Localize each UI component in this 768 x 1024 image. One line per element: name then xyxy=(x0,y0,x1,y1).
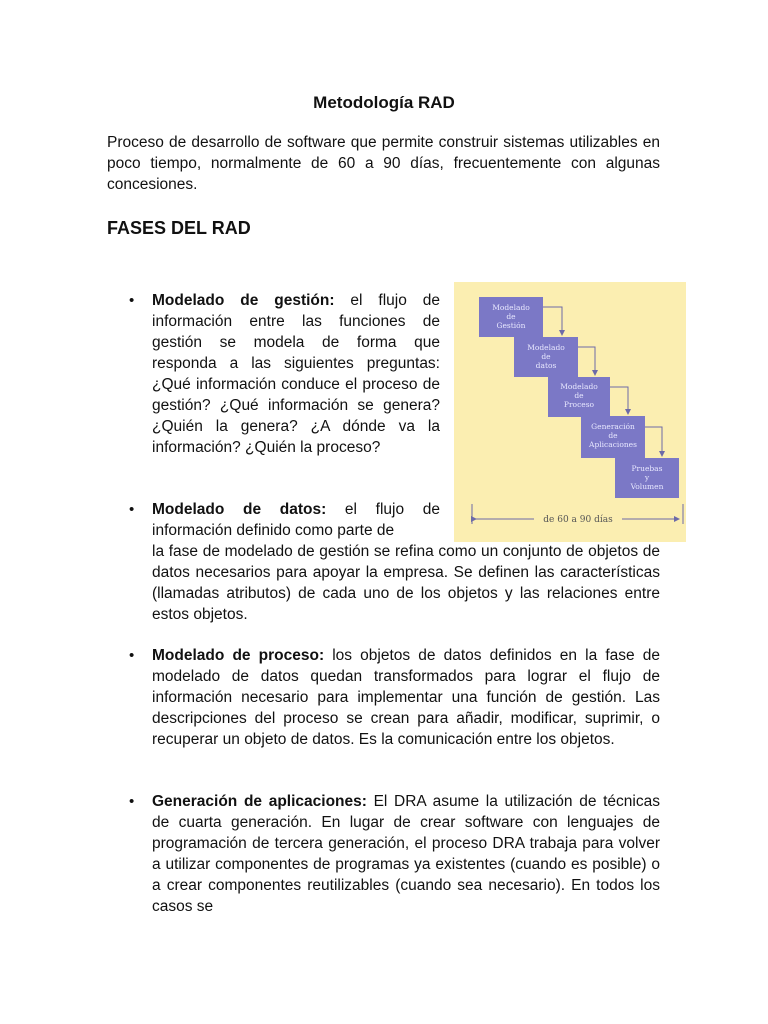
item-text: El DRA asume la utilización de técnicas de cuarta generación. En lugar de crear software con lenguajes de programación de tercera generación, el proceso DRA trabaja para volver a utilizar componentes de programas ya existentes (cuando es posible) o a crear componentes reutilizables (cuando sea necesario). En todos los casos se xyxy=(152,793,660,915)
list-item-modelado-datos-start xyxy=(152,499,440,541)
step-label: datos xyxy=(535,361,557,370)
step-label: Modelado xyxy=(560,382,598,391)
bullet-icon: • xyxy=(129,647,135,664)
item-text: el flujo de información entre las funciones de gestión se modela de forma que responda a las siguientes preguntas: ¿Qué información conduce el proceso de gestión? ¿Qué información se genera? ¿Quién la genera? ¿A dónde va la información? ¿Quién la proceso? xyxy=(152,292,440,456)
rad-phases-figure xyxy=(454,282,686,542)
bullet-icon: • xyxy=(129,793,135,810)
item-term: Modelado de datos: xyxy=(152,501,327,518)
item-term: Modelado de proceso: xyxy=(152,647,325,664)
step-label: de xyxy=(541,352,551,361)
step-label: Proceso xyxy=(563,400,595,409)
section-heading: FASES DEL RAD xyxy=(107,218,251,238)
item-term: Generación de aplicaciones: xyxy=(152,793,367,810)
list-item-modelado-gestion xyxy=(152,290,440,458)
step-label: Pruebas xyxy=(631,464,663,473)
step-label: de xyxy=(608,431,618,440)
step-label: de xyxy=(574,391,584,400)
step-label: Generación xyxy=(591,422,635,431)
item-term: Modelado de gestión: xyxy=(152,292,335,309)
step-label: Modelado xyxy=(527,343,565,352)
bullet-icon: • xyxy=(129,501,135,518)
step-label: y xyxy=(644,473,650,482)
step-label: de xyxy=(506,312,516,321)
step-label: Volumen xyxy=(630,482,664,491)
item-text: el flujo de información definido como parte de xyxy=(152,501,440,539)
list-item-modelado-datos-cont: la fase de modelado de gestión se refina como un conjunto de objetos de datos necesarios para apoyar la empresa. Se definen las características (llamadas atributos) de cada uno de los objetos y las relaciones entre estos objetos. xyxy=(152,543,660,623)
duration-label: de 60 a 90 días xyxy=(543,515,613,525)
list-item-modelado-proceso xyxy=(152,645,660,750)
step-label: Aplicaciones xyxy=(589,440,637,449)
item-text: los objetos de datos definidos en la fase de modelado de datos quedan transformados para lograr el flujo de información necesario para implementar una función de gestión. Las descripciones del proceso se crean para añadir, modificar, suprimir, o recuperar un objeto de datos. Es la comunicación entre los objetos. xyxy=(152,647,660,748)
bullet-icon: • xyxy=(129,292,135,309)
page-title: Metodología RAD xyxy=(313,93,455,112)
step-label: Modelado xyxy=(492,303,530,312)
step-label: Gestión xyxy=(496,321,526,330)
rad-staircase-diagram xyxy=(454,282,686,542)
intro-paragraph: Proceso de desarrollo de software que permite construir sistemas utilizables en poco tiempo, normalmente de 60 a 90 días, frecuentemente con algunas concesiones. xyxy=(107,134,660,193)
list-item-generacion-aplicaciones xyxy=(152,791,660,917)
